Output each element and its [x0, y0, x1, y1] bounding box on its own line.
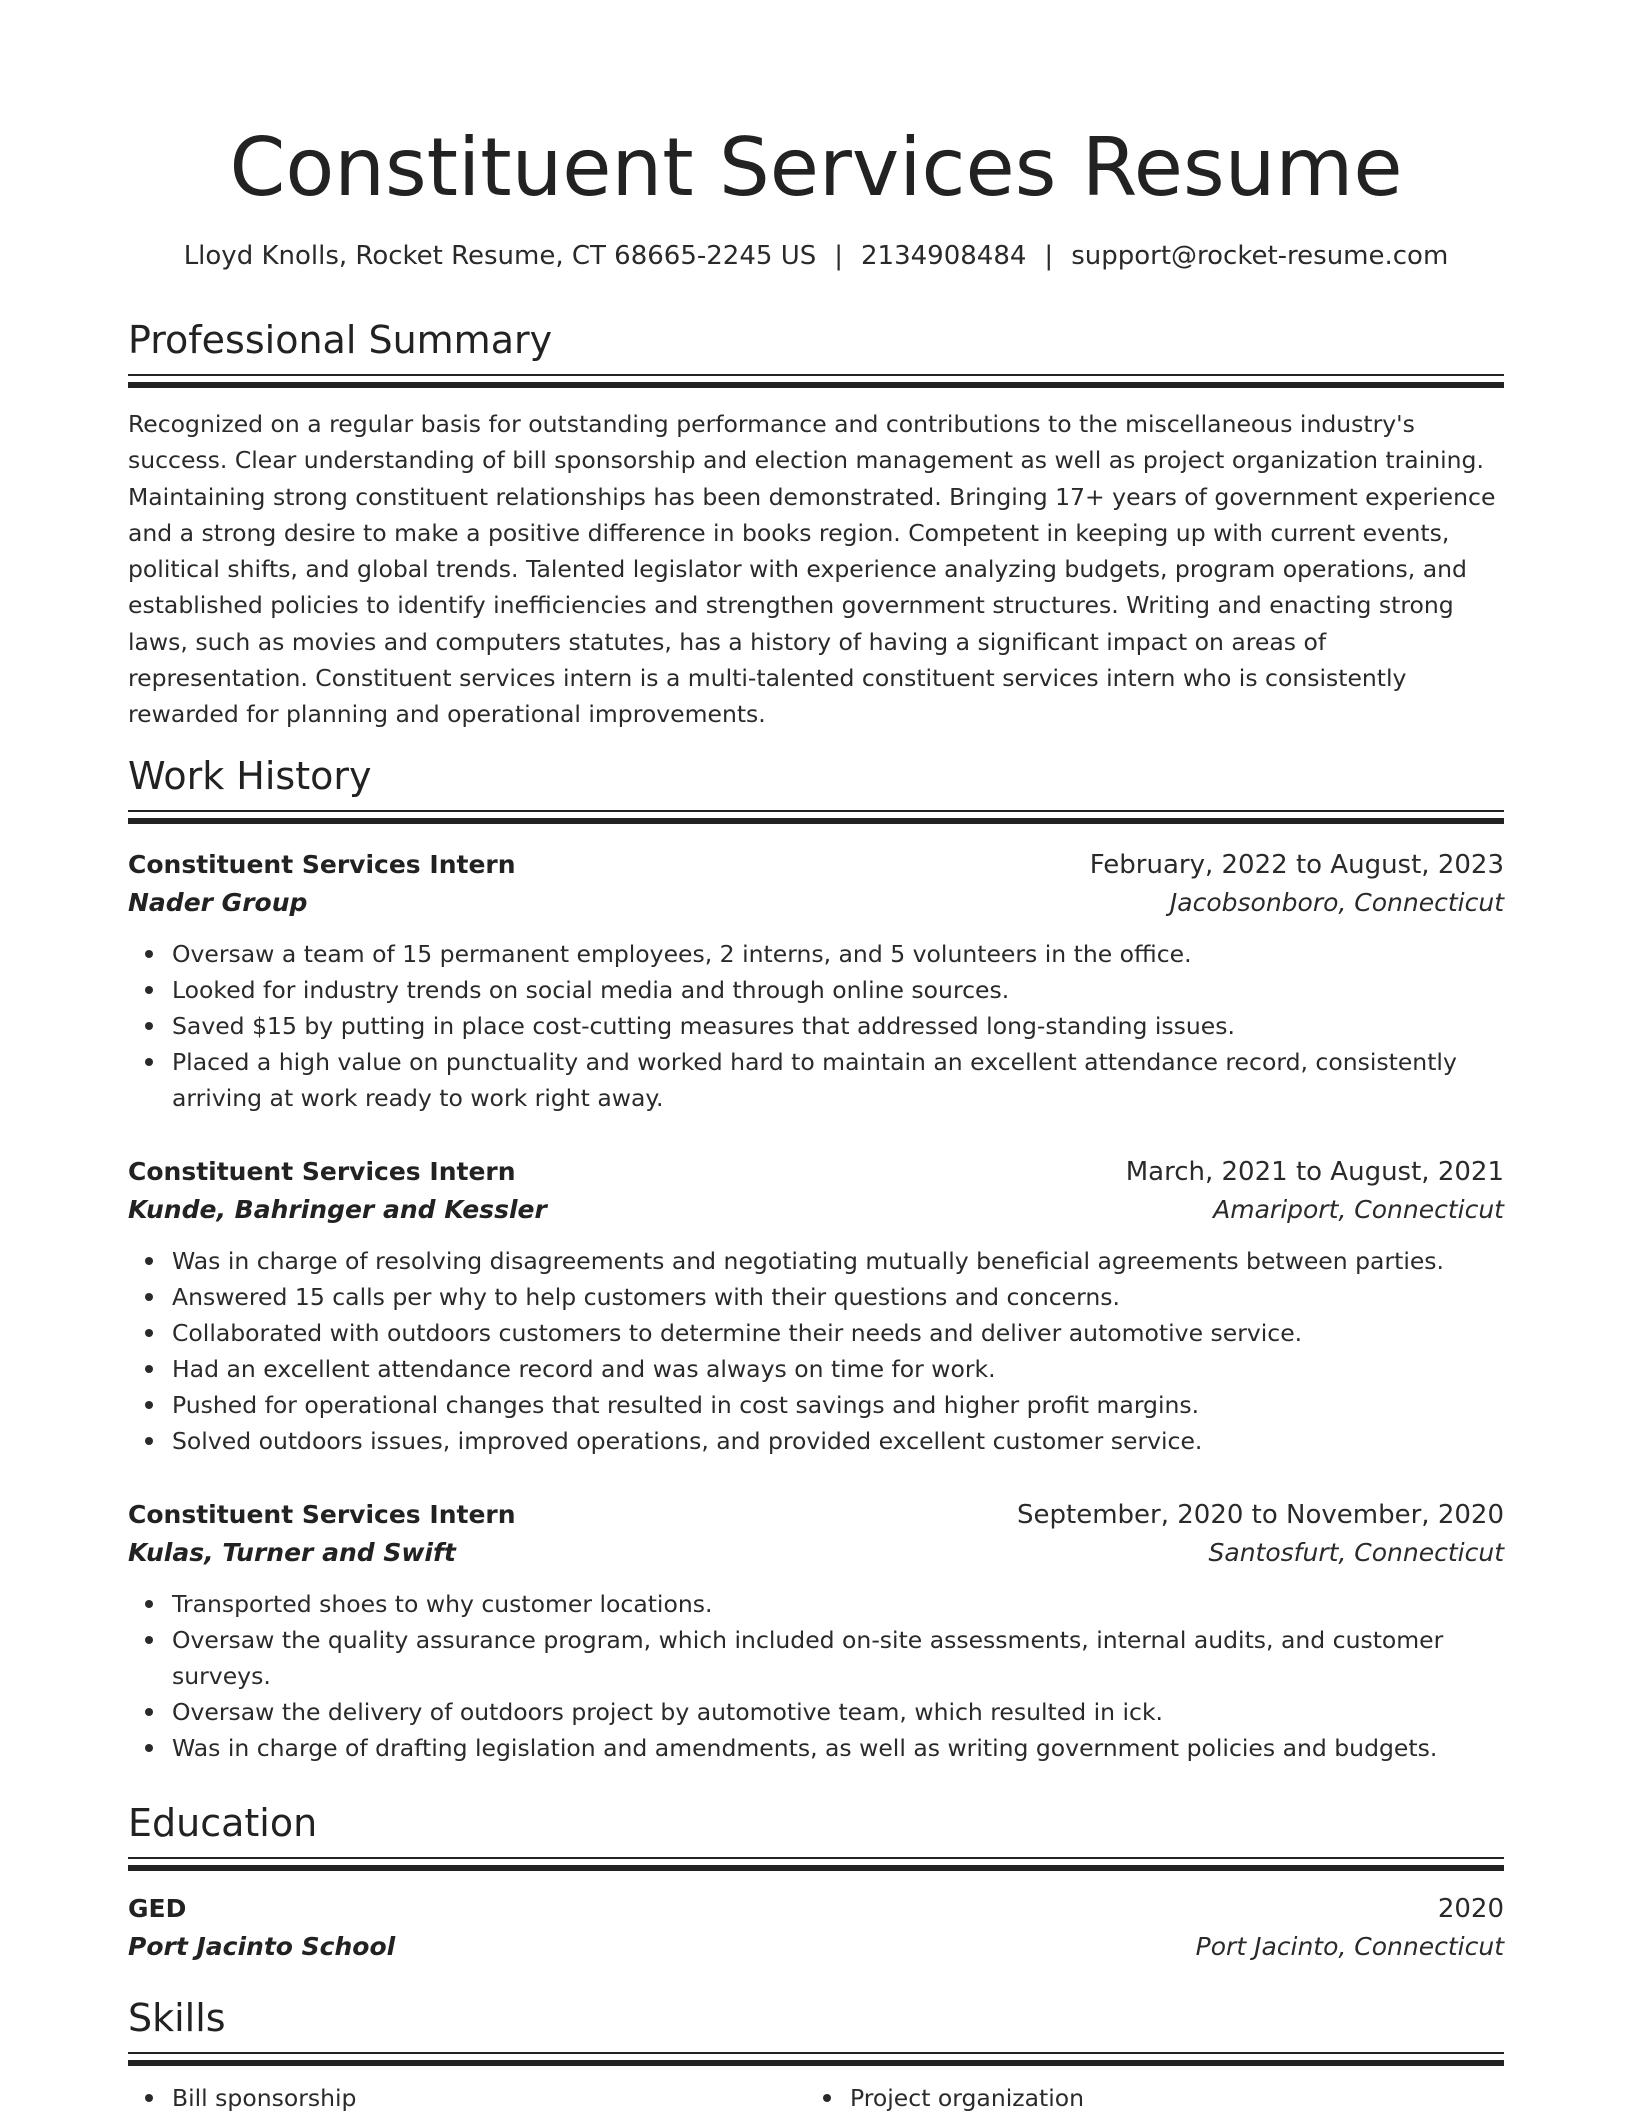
section-divider	[128, 2052, 1504, 2064]
section-divider	[128, 1857, 1504, 1869]
job-title: Constituent Services Intern	[128, 1500, 516, 1529]
job-header	[128, 846, 1504, 884]
job-company: Kunde, Bahringer and Kessler	[128, 1195, 547, 1224]
job-dates: February, 2022 to August, 2023	[1089, 850, 1504, 880]
job-bullet: Pushed for operational changes that resulted in cost savings and higher profit margins.	[172, 1387, 1504, 1423]
job-bullet: Oversaw the delivery of outdoors project by automotive team, which resulted in ick.	[172, 1694, 1504, 1730]
job-entry	[128, 1153, 1504, 1459]
job-entry	[128, 1496, 1504, 1766]
job-header	[128, 1496, 1504, 1534]
job-bullet: Was in charge of drafting legislation and amendments, as well as writing government policies and budgets.	[172, 1730, 1504, 1766]
job-location: Amariport, Connecticut	[1213, 1195, 1504, 1224]
job-bullet: Placed a high value on punctuality and worked hard to maintain an excellent attendance record, consistently arriving at work ready to work right away.	[172, 1044, 1504, 1116]
job-entry	[128, 846, 1504, 1116]
education-subheader	[128, 1928, 1504, 1966]
work-history-heading: Work History	[128, 754, 372, 798]
job-bullet: Oversaw a team of 15 permanent employees, 2 interns, and 5 volunteers in the office.	[172, 936, 1504, 972]
resume-title: Constituent Services Resume	[229, 121, 1403, 214]
job-title: Constituent Services Intern	[128, 1157, 516, 1186]
job-location: Santosfurt, Connecticut	[1208, 1538, 1504, 1567]
contact-email: support@rocket-resume.com	[1071, 241, 1449, 271]
skills-list	[128, 2080, 1504, 2116]
education-year: 2020	[1437, 1894, 1504, 1924]
skills-column	[806, 2080, 1084, 2116]
job-location: Jacobsonboro, Connecticut	[1169, 888, 1504, 917]
job-bullets	[128, 1243, 1504, 1459]
contact-separator: |	[1044, 241, 1054, 271]
job-company: Nader Group	[128, 888, 308, 917]
job-bullet: Collaborated with outdoors customers to determine their needs and deliver automotive service.	[172, 1315, 1504, 1351]
job-header	[128, 1153, 1504, 1191]
job-subheader	[128, 1534, 1504, 1572]
job-bullet: Transported shoes to why customer locations.	[172, 1586, 1504, 1622]
skill-item: Project organization	[850, 2080, 1084, 2116]
job-bullet: Oversaw the quality assurance program, which included on-site assessments, internal audits, and customer surveys.	[172, 1622, 1504, 1694]
summary-text: Recognized on a regular basis for outstanding performance and contributions to the miscellaneous industry's success. Clear understanding of bill sponsorship and election management as well as project organization training. Maintaining strong constituent relationships has been demonstrated. Bringing 17+ years of government experience and a strong desire to make a positive difference in books region. Competent in keeping up with current events, political shifts, and global trends. Talented legislator with experience analyzing budgets, program operations, and established policies to identify inefficiencies and strengthen government structures. Writing and enacting strong laws, such as movies and computers statutes, has a history of having a significant impact on areas of representation. Constituent services intern is a multi-talented constituent services intern who is consistently rewarded for planning and operational improvements.	[128, 410, 1496, 729]
job-bullet: Answered 15 calls per why to help customers with their questions and concerns.	[172, 1279, 1504, 1315]
job-subheader	[128, 884, 1504, 922]
skills-column	[128, 2080, 356, 2116]
job-bullet: Had an excellent attendance record and was always on time for work.	[172, 1351, 1504, 1387]
education-header	[128, 1890, 1504, 1928]
job-company: Kulas, Turner and Swift	[128, 1538, 456, 1567]
job-dates: March, 2021 to August, 2021	[1125, 1157, 1504, 1187]
skills-heading: Skills	[128, 1996, 226, 2040]
education-entry	[128, 1890, 1504, 1966]
summary-heading: Professional Summary	[128, 318, 553, 362]
job-bullets	[128, 936, 1504, 1116]
job-bullet: Looked for industry trends on social media and through online sources.	[172, 972, 1504, 1008]
contact-separator: |	[834, 241, 843, 271]
job-bullet: Solved outdoors issues, improved operations, and provided excellent customer service.	[172, 1423, 1504, 1459]
job-bullet: Was in charge of resolving disagreements and negotiating mutually beneficial agreements between parties.	[172, 1243, 1504, 1279]
job-dates: September, 2020 to November, 2020	[1017, 1500, 1504, 1530]
section-divider	[128, 810, 1504, 822]
education-location: Port Jacinto, Connecticut	[1195, 1932, 1504, 1961]
education-school: Port Jacinto School	[128, 1932, 396, 1961]
education-heading: Education	[128, 1801, 318, 1845]
job-bullets	[128, 1586, 1504, 1766]
job-subheader	[128, 1191, 1504, 1229]
contact-address: Lloyd Knolls, Rocket Resume, CT 68665-2245 US	[183, 241, 817, 271]
contact-line	[128, 238, 1504, 274]
contact-phone: 2134908484	[861, 241, 1027, 271]
job-bullet: Saved $15 by putting in place cost-cutting measures that addressed long-standing issues.	[172, 1008, 1504, 1044]
job-title: Constituent Services Intern	[128, 850, 516, 879]
skill-item: Bill sponsorship	[172, 2080, 356, 2116]
education-degree: GED	[128, 1894, 187, 1923]
section-divider	[128, 374, 1504, 386]
